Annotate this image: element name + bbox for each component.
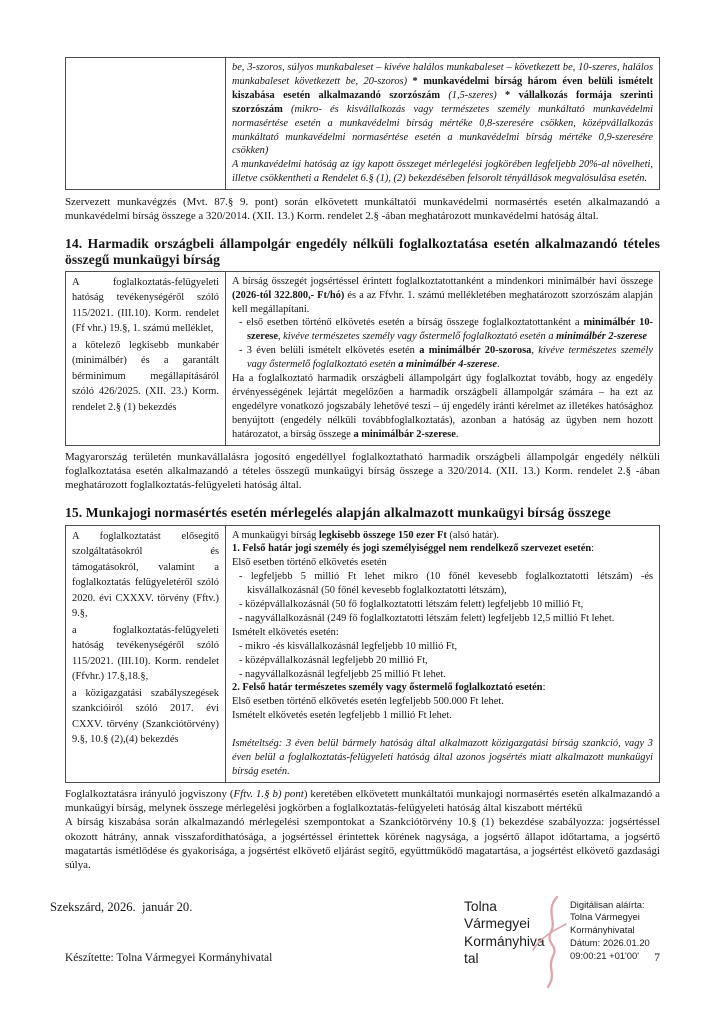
paragraph: A bírság kiszabása során alkalmazandó mérlegelési szempontokat a Szankciótörvény 10.§ (1) bekezdése szabályozza: jogsértéssel okozott hátrány, annak visszafordíthatósága, a jogsértéssel érintettek körének nagysága, a jogsértő állapot időtartama, a jogsértő magatartás ismétlődése és gyakorisága, a jogsértést elkövető eljárást segítő, együttműködő magatartása, a jogsértést elkövető gazdasági súlya. [65,816,660,872]
paragraph-szervezett-munkavegzes [65,195,660,224]
table-section-14 [65,271,660,446]
paragraph: Foglalkoztatásra irányuló jogviszony (Fftv. 1.§ b) pont) keretében elkövetett munkáltatói munkajogi normasértés esetén alkalmazandó a munkaügyi bírság, melynek összege mérlegelési jogkörben a foglalkoztatás-felügyeleti hatóság által kiszabott mértékű [65,787,660,815]
closing-paragraphs [65,787,660,873]
paragraph: be, 3-szoros, súlyos munkabaleset – kivéve halálos munkabaleset – következett be, 10-szeres, halálos munkabaleset következett be, 20-szoros) * munkavédelmi bírság három éven belüli ismételt kiszabása esetén alkalmazandó szorzószám (1,5-szeres) * vállalkozás formája szerinti szorzószám (mikro- és kisvállalkozás vagy természetes személy munkáltató munkavédelmi normasértése esetén a munkavédelmi bírság mértéke 0,8-szeresére csökken, középvállalkozás munkáltató munkavédelmi normasértése esetén a munkavédelmi bírság mértéke 0,9-szeresére csökken) [232,62,653,157]
text-line: Dátum: 2026.01.20 [570,937,650,948]
paragraph: Első esetben történő elkövetés esetén [232,557,387,569]
section-14-heading: 14. Harmadik országbeli állampolgár engedély nélküli foglalkoztatása esetén alkalmazandó tételes összegű munkaügyi bírság [65,235,660,267]
text-line: Digitálisan aláírta: [570,898,645,910]
paragraph-magyarorszag-teruleten [65,450,660,493]
paragraph: - 3 éven belüli ismételt elkövetés esetén a minimálbér 20-szorosa, kivéve természetes személy vagy őstermelő foglalkoztató esetén a minimálbér 4-szerese. [239,345,654,371]
table-top-right-cell [226,58,660,190]
paragraph: A foglalkoztatást elősegítő szolgáltatásokról és támogatásokról, valamint a foglalkoztatás felügyeletéről szóló 2020. évi CXXXV. törvény (Fftv.) 9.§, [72,530,219,620]
table-munkavedelmi-birsag [65,57,660,190]
text-line: Vármegyei [464,916,530,932]
table-15-legal-basis-cell [66,525,226,782]
text-line: Kormányhiva [464,933,545,949]
paragraph: Első esetben történő elkövetés esetén legfeljebb 500.000 Ft lehet. [232,696,504,708]
paragraph: - középvállalkozásnál legfeljebb 20 millió Ft, [239,654,428,666]
paragraph: Ismételtség: 3 éven belül bármely hatóság által alkalmazott közigazgatási bírság szankció, vagy 3 éven belül a foglalkoztatás-felügyeleti hatóság által azonos jogsértés miatt alkalmazott munkaügyi bírság esetén. [232,738,653,777]
paragraph: Szervezett munkavégzés (Mvt. 87.§ 9. pont) során elkövetett munkáltatói munkavédelmi normasértés esetén alkalmazandó a munkavédelmi bírság összege a 320/2014. (XII. 13.) Korm. rendelet 2.§ -ában meghatározott munkavédelmi hatóság által. [65,196,660,223]
text-line: Tolna [464,898,497,914]
section-15-heading: 15. Munkajogi normasértés esetén mérlegelés alapján alkalmazott munkaügyi bírság összege [65,504,611,520]
text-line: Kormányhivatal [570,924,635,936]
paragraph: a kötelező legkisebb munkabér (minimálbér) és a garantált bérminimum megállapításáról szóló 426/2025. (XII. 23.) Korm. rendelet 2.§ (1) bekezdés [72,339,219,413]
paragraph: 1. Felső határ jogi személy és jogi személyiséggel nem rendelkező szervezet esetén: [232,543,595,555]
paragraph: Ismételt elkövetés esetén legfeljebb 1 millió Ft lehet. [232,710,452,722]
paragraph: A munkavédelmi hatóság az így kapott összeget mérlegelési jogkörében legfeljebb 20%-al növelheti, illetve csökkentheti a Rendelet 6.§ (1), (2) bekezdésében felsorolt tényállások megvalósulása esetén. [232,159,653,185]
text-line: tal [464,951,479,967]
footer-page-number: 7 [654,952,660,964]
signature-details-text [570,898,650,968]
paragraph: - első esetben történő elkövetés esetén a bírság összege foglalkoztatottanként a minimálbér 10-szerese, kivéve természetes személy vagy őstermelő foglalkoztató esetén a minimálbér 2-szerese [239,317,653,343]
paragraph: a foglalkoztatás-felügyeleti hatóság tevékenységéről szóló 115/2021. (III.10). Korm. rendelet (Ffvhr.) 17.§,18.§, [72,624,219,683]
paragraph: Ha a foglalkoztató harmadik országbeli állampolgárt úgy foglalkoztat tovább, hogy az engedély érvényességének lejártát megelőzően a harmadik országbeli állampolgár számára – ha ezt az engedélyre vonatkozó jogszabály lehetővé teszi – új engedély iránti kérelmet az illetékes hatósághoz benyújtott (engedély nélküli továbbfoglalkoztatás), azonban a hatóság az ügyben nem hozott határozatot, a bírság összege a minimálbár 2-szerese. [232,373,653,440]
date-line: Szekszárd, 2026. január 20. [50,899,193,914]
table-top-left-cell [66,58,226,190]
paragraph: - legfeljebb 5 millió Ft lehet mikro (10 főnél kevesebb foglalkoztatotti létszám) -és kisvállalkozásnál (50 főnél kevesebb foglalkoztatotti létszám), [239,571,653,597]
table-14-content-cell [226,271,660,445]
paragraph: Magyarország területén munkavállalásra jogosító engedéllyel foglalkoztatható harmadik országbeli állampolgár engedély nélküli foglalkoztatása esetén alkalmazandó a tételes összegű munkaügyi bírság összege a 320/2014. (XII. 13.) Korm. rendelet 2.§ -ában meghatározott foglalkoztatás-felügyeleti hatóság által. [65,450,660,492]
paragraph: 2. Felső határ természetes személy vagy őstermelő foglalkoztató esetén: [232,682,546,694]
paragraph: a közigazgatási szabályszegések szankcióiról szóló 2017. évi CXXV. törvény (Szankciótörvény) 9.§, 10.§ (2),(4) bekezdés [72,687,219,746]
paragraph: - nagyvállalkozásnál legfeljebb 25 millió Ft lehet. [239,668,446,680]
paragraph: - középvállalkozásnál (50 fő foglalkoztatotti létszám felett) legfeljebb 10 millió Ft, [239,599,584,611]
paragraph [232,723,653,737]
text-line: Tolna Vármegyei [570,911,640,923]
signature-flourish-icon [526,894,568,990]
footer-prepared-by: Készítette: Tolna Vármegyei Kormányhivatal [65,952,273,964]
paragraph: - nagyvállalkozásnál (249 fő foglalkoztatotti létszám felett) legfeljebb 12,5 millió Ft lehet. [239,612,615,624]
paragraph: Ismételt elkövetés esetén: [232,626,339,638]
text-line: 09:00:21 +01'00' [570,949,640,961]
table-section-15 [65,525,660,783]
paragraph: - mikro -és kisvállalkozásnál legfeljebb 10 millió Ft, [239,640,458,652]
table-15-content-cell [226,525,660,782]
paragraph: A munkaügyi bírság legkisebb összege 150 ezer Ft (alsó határ). [232,529,500,541]
paragraph: A bírság összegét jogsértéssel érintett foglalkoztatottanként a mindenkori minimálbér havi összege (2026-tól 322.800,- Ft/hó) és a az Ffvhr. 1. számú mellékletében meghatározott szorzószám alapján kell megállapítani. [232,275,653,315]
table-14-legal-basis-cell [66,271,226,445]
paragraph: A foglalkoztatás-felügyeleti hatóság tevékenységéről szóló 115/2021. (III.10). Korm. rendelet (Ff vhr.) 19.§, 1. számú melléklet, [72,276,219,335]
